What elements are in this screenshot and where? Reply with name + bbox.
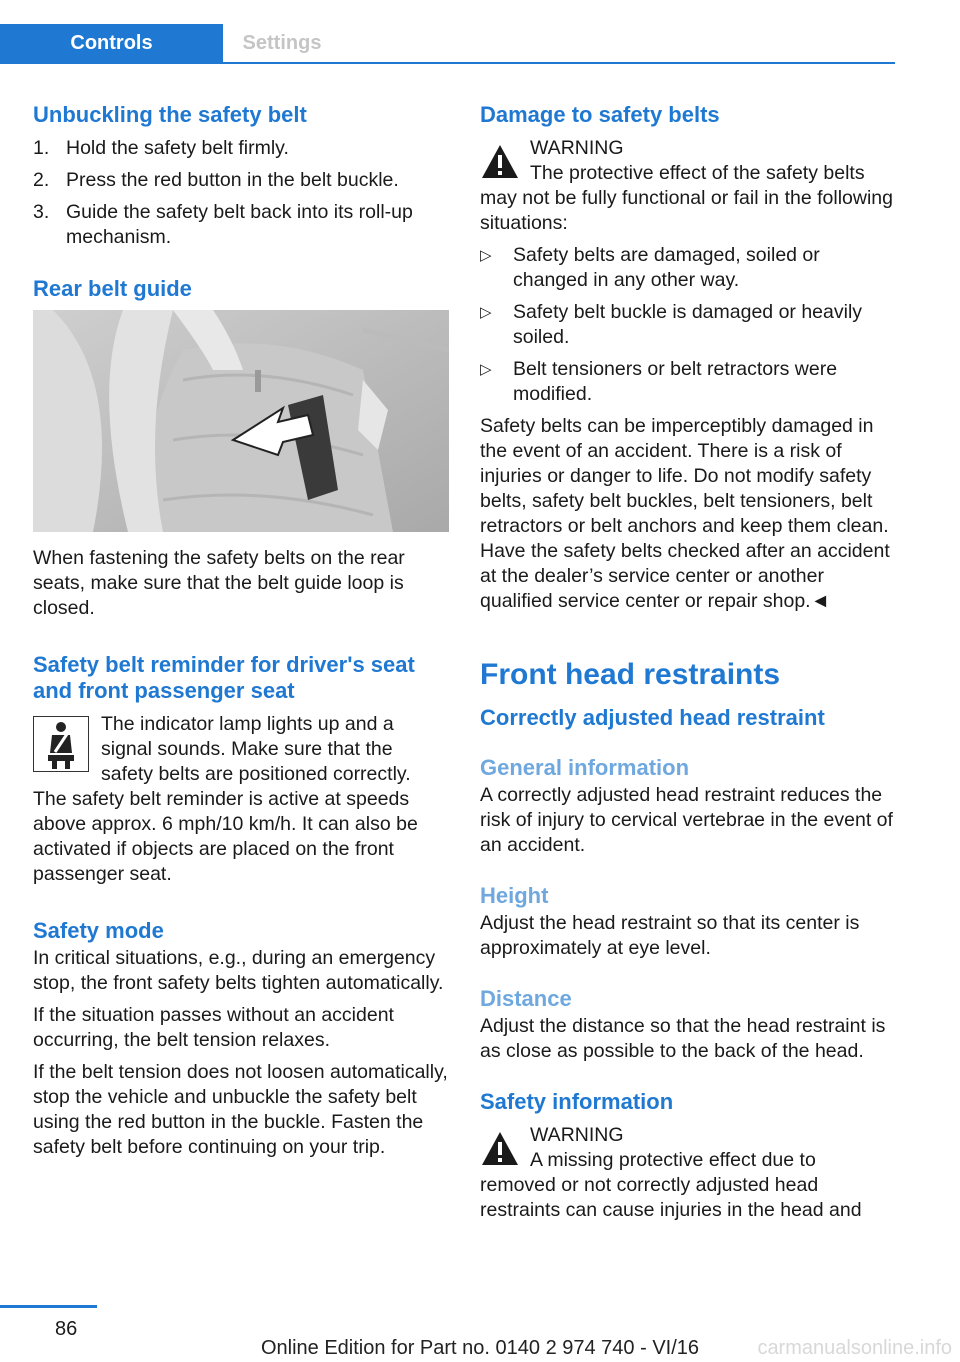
safety-info-title: Safety information xyxy=(480,1089,674,1114)
step-text: Hold the safety belt firmly. xyxy=(66,137,289,159)
bullet-text: Safety belts are damaged, soiled or changed in any other way. xyxy=(513,244,820,291)
correctly-adjusted-title: Correctly adjusted head restraint xyxy=(480,705,825,730)
safety-mode-text-1: In critical situations, e.g., during an emergency stop, the front safety belts tighten automatically. xyxy=(33,947,444,994)
height-title: Height xyxy=(480,883,549,908)
tab-controls[interactable]: Controls xyxy=(0,24,223,62)
step-text: Press the red button in the belt buckle. xyxy=(66,169,399,191)
rear-guide-title: Rear belt guide xyxy=(33,276,192,301)
damage-title: Damage to safety belts xyxy=(480,102,720,127)
general-info-title: General information xyxy=(480,755,690,780)
warning-icon xyxy=(480,142,520,182)
list-item xyxy=(480,357,896,407)
tab-settings[interactable]: Settings xyxy=(242,32,322,54)
safety-mode-text-3: If the belt tension does not loosen automatically, stop the vehicle and unbuckle the safety belt using the red button in the buckle. Fasten the safety belt before continuing on your trip. xyxy=(33,1061,448,1158)
safety-info-warning xyxy=(480,1123,896,1223)
distance-text: Adjust the distance so that the head restraint is as close as possible to the back of the head. xyxy=(480,1015,886,1062)
page-number: 86 xyxy=(55,1318,78,1340)
rear-belt-guide-photo xyxy=(33,310,449,532)
list-item xyxy=(480,300,896,350)
header-tabs xyxy=(0,24,895,64)
list-item xyxy=(480,243,896,293)
step-number: 2. xyxy=(33,169,50,191)
step-text: Guide the safety belt back into its roll-up mechanism. xyxy=(66,201,413,248)
edition-footer: Online Edition for Part no. 0140 2 974 740 - VI/16 xyxy=(260,1337,700,1359)
damage-list xyxy=(480,243,896,407)
reminder-title: Safety belt reminder for driver's seat and front passenger seat xyxy=(33,652,415,703)
rear-guide-text: When fastening the safety belts on the rear seats, make sure that the belt guide loop is closed. xyxy=(33,547,405,619)
distance-title: Distance xyxy=(480,986,572,1011)
reminder-text: The indicator lamp lights up and a signal sounds. Make sure that the safety belts are positioned correctly. The safety belt reminder is active at speeds above approx. 6 mph/10 km/h. It can also be activated if objects are placed on the front passenger seat. xyxy=(33,713,418,885)
warning-label: WARNING xyxy=(530,137,624,159)
watermark: carmanualsonline.info xyxy=(757,1337,952,1359)
triangle-bullet-icon: ▷ xyxy=(480,247,492,264)
bullet-text: Belt tensioners or belt retractors were modified. xyxy=(513,358,838,405)
right-column xyxy=(480,102,896,1230)
warning-text: The protective effect of the safety belts may not be fully functional or fail in the following situations: xyxy=(480,162,893,234)
height-text: Adjust the head restraint so that its center is approximately at eye level. xyxy=(480,912,860,959)
unbuckling-steps xyxy=(33,136,449,250)
triangle-bullet-icon: ▷ xyxy=(480,361,492,378)
list-item xyxy=(33,168,449,193)
warning-icon xyxy=(480,1129,520,1169)
page-number-bar xyxy=(0,1305,97,1308)
safety-mode-text-2: If the situation passes without an accident occurring, the belt tension relaxes. xyxy=(33,1004,394,1051)
seatbelt-reminder-icon xyxy=(33,716,89,772)
triangle-bullet-icon: ▷ xyxy=(480,304,492,321)
bullet-text: Safety belt buckle is damaged or heavily soiled. xyxy=(513,301,863,348)
list-item xyxy=(33,200,449,250)
head-restraints-title: Front head restraints xyxy=(480,658,781,691)
left-column xyxy=(33,102,449,1167)
damage-warning xyxy=(480,136,896,236)
warning-label: WARNING xyxy=(530,1124,624,1146)
unbuckling-title: Unbuckling the safety belt xyxy=(33,102,307,127)
safety-mode-title: Safety mode xyxy=(33,918,164,943)
step-number: 1. xyxy=(33,137,50,159)
list-item xyxy=(33,136,449,161)
step-number: 3. xyxy=(33,201,50,223)
general-info-text: A correctly adjusted head restraint reduces the risk of injury to cervical vertebrae in the event of an accident. xyxy=(480,784,893,856)
warning-text: A missing protective effect due to removed or not correctly adjusted head restraints can cause injuries in the head and xyxy=(480,1149,862,1221)
damage-text: Safety belts can be imperceptibly damaged in the event of an accident. There is a risk of injuries or danger to life. Do not modify safety belts, safety belt buckles, belt tensioners, belt retractors or belt anchors and keep them clean. Have the safety belts checked after an accident at the dealer’s service center or another qualified service center or repair shop.◄ xyxy=(480,415,890,612)
